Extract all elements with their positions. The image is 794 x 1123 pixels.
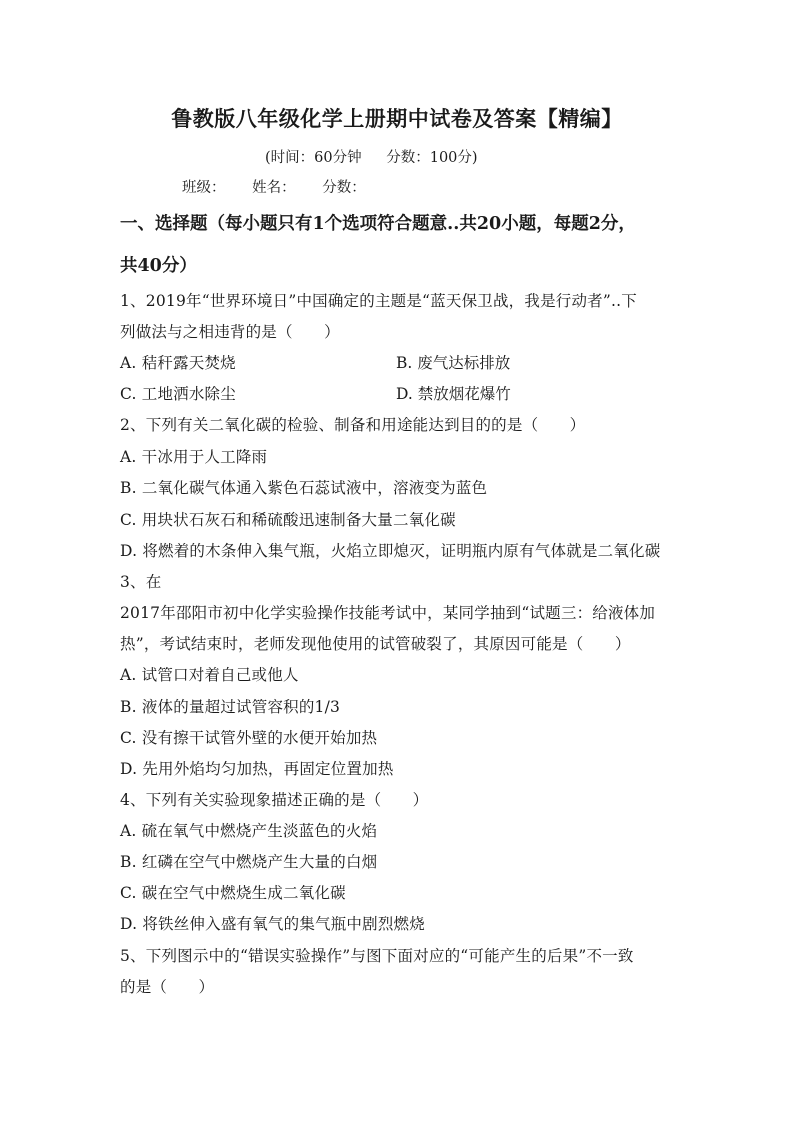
section-heading: 一、选择题（每小题只有1个选项符合题意..共20小题，每题2分，: [120, 214, 636, 234]
question-3-option-a: A. 试管口对着自己或他人: [120, 666, 299, 684]
question-3-stem: 3、在: [120, 573, 162, 591]
question-5-stem-cont: 的是（ ）: [120, 978, 215, 996]
question-1-option-b: B. 废气达标排放: [396, 354, 511, 372]
question-1-stem: 1、2019年“世界环境日”中国确定的主题是“蓝天保卫战，我是行动者”..下: [120, 292, 637, 310]
question-1-option-c: C. 工地洒水除尘: [120, 385, 236, 403]
question-3-stem-cont: 2017年邵阳市初中化学实验操作技能考试中，某同学抽到“试题三：给液体加: [120, 604, 656, 622]
question-3-stem-cont2: 热”，考试结束时，老师发现他使用的试管破裂了，其原因可能是（ ）: [120, 635, 631, 653]
question-1-option-d: D. 禁放烟花爆竹: [396, 385, 511, 403]
question-4-option-a: A. 硫在氧气中燃烧产生淡蓝色的火焰: [120, 822, 378, 840]
question-1-option-a: A. 秸秆露天焚烧: [120, 354, 236, 372]
question-4-stem: 4、下列有关实验现象描述正确的是（ ）: [120, 791, 429, 809]
exam-meta: [265, 146, 478, 167]
section-heading-cont: 共40分）: [120, 256, 197, 276]
question-2-option-a: A. 干冰用于人工降雨: [120, 448, 268, 466]
student-info: [182, 176, 366, 197]
question-4-option-d: D. 将铁丝伸入盛有氧气的集气瓶中剧烈燃烧: [120, 915, 425, 933]
exam-time: (时间：60分钟: [265, 150, 362, 166]
question-4-option-c: C. 碳在空气中燃烧生成二氧化碳: [120, 884, 346, 902]
question-2-stem: 2、下列有关二氧化碳的检验、制备和用途能达到目的的是（ ）: [120, 416, 586, 434]
question-3-option-d: D. 先用外焰均匀加热，再固定位置加热: [120, 760, 394, 778]
page-title: 鲁教版八年级化学上册期中试卷及答案【精编】: [171, 106, 623, 131]
question-2-option-d: D. 将燃着的木条伸入集气瓶，火焰立即熄灭，证明瓶内原有气体就是二氧化碳: [120, 542, 661, 560]
question-1-stem-cont: 列做法与之相违背的是（ ）: [120, 323, 340, 341]
question-2-option-c: C. 用块状石灰石和稀硫酸迅速制备大量二氧化碳: [120, 511, 456, 529]
class-label: 班级：: [182, 180, 226, 196]
question-3-option-b: B. 液体的量超过试管容积的1/3: [120, 698, 341, 716]
name-label: 姓名：: [252, 180, 296, 196]
exam-total-score: 分数：100分): [386, 150, 478, 166]
question-4-option-b: B. 红磷在空气中燃烧产生大量的白烟: [120, 853, 378, 871]
question-3-option-c: C. 没有擦干试管外壁的水便开始加热: [120, 729, 378, 747]
question-2-option-b: B. 二氧化碳气体通入紫色石蕊试液中，溶液变为蓝色: [120, 479, 488, 497]
question-5-stem: 5、下列图示中的“错误实验操作”与图下面对应的“可能产生的后果”不一致: [120, 947, 634, 965]
points-label: 分数：: [322, 180, 366, 196]
